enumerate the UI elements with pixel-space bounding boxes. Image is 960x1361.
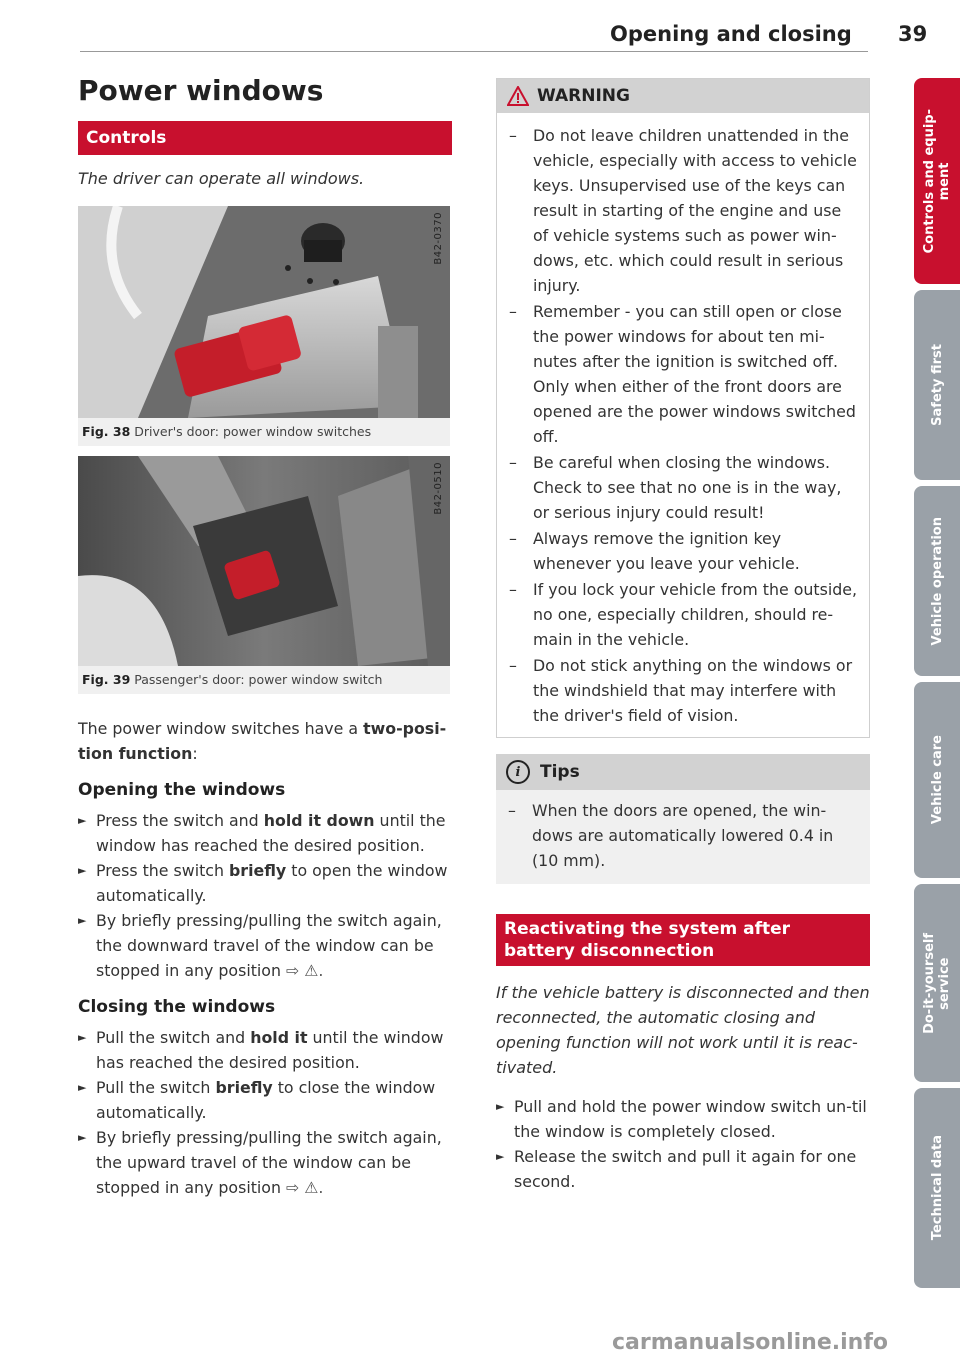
list-item: ► By briefly pressing/pulling the switch again, the downward travel of the window can be stopped in any position ⇨ ⚠.: [78, 908, 452, 983]
list-item: – Remember - you can still open or close the power windows for about ten mi-nutes after the ignition is switched off. Only when either of the front doors are opened are the power windows switched off.: [509, 302, 856, 446]
figure-label: Fig. 38: [82, 424, 131, 439]
intro-text: The driver can operate all windows.: [78, 169, 365, 188]
page-title: Power windows: [78, 74, 324, 107]
warning-triangle-icon: [507, 86, 529, 106]
list-item: – Do not stick anything on the windows or the windshield that may interfere with the driver's field of vision.: [509, 656, 853, 725]
list-item: – Do not leave children unattended in the vehicle, especially with access to vehicle keys. Unsupervised use of the keys can result in starting of the engine and use of vehicle systems such as power win-dows, etc. which could result in serious injury.: [509, 126, 857, 295]
tab-vehicle-operation[interactable]: Vehicle operation: [914, 486, 960, 676]
page-number: 39: [898, 22, 928, 46]
bullet-arrow-icon: ►: [496, 1100, 505, 1113]
closing-heading: Closing the windows: [78, 997, 276, 1017]
tab-do-it-yourself-service[interactable]: Do-it-yourself service: [914, 884, 960, 1082]
watermark: carmanualsonline.info: [612, 1330, 888, 1355]
tab-safety-first[interactable]: Safety first: [914, 290, 960, 480]
list-item: ► Press the switch and hold it down until the window has reached the desired position.: [78, 808, 452, 858]
figure-passenger-door: [78, 456, 450, 666]
list-item: ► Pull and hold the power window switch un-til the window is completely closed.: [496, 1094, 870, 1144]
opening-heading: Opening the windows: [78, 780, 286, 800]
list-item: ► Press the switch briefly to open the window automatically.: [78, 858, 452, 908]
chapter-tabs: [914, 78, 960, 1294]
tab-vehicle-care[interactable]: Vehicle care: [914, 682, 960, 878]
tips-box: [496, 754, 870, 884]
tips-list: [506, 798, 860, 873]
figure-caption-38: [78, 418, 450, 446]
passenger-door-illustration: [78, 456, 450, 666]
figure-caption-text: Passenger's door: power window switch: [134, 672, 383, 687]
left-column: [78, 74, 452, 1200]
warning-header: [497, 79, 869, 113]
bullet-arrow-icon: ►: [496, 1150, 505, 1163]
tab-technical-data[interactable]: Technical data: [914, 1088, 960, 1288]
figure-code: B42-0370: [433, 212, 444, 265]
bullet-arrow-icon: ►: [78, 1131, 87, 1144]
closing-steps: [78, 1025, 452, 1200]
list-item: – When the doors are opened, the win-dows are automatically lowered 0.4 in (10 mm).: [508, 801, 834, 870]
info-icon: i: [506, 760, 530, 784]
list-item: ► Release the switch and pull it again for one second.: [496, 1144, 870, 1194]
driver-door-illustration: [78, 206, 450, 418]
tips-title: Tips: [540, 762, 580, 782]
bullet-arrow-icon: ►: [78, 1081, 87, 1094]
figure-label: Fig. 39: [82, 672, 131, 687]
reactivate-intro: If the vehicle battery is disconnected and then reconnected, the automatic closing and opening function will not work until it is reac-tivated.: [496, 983, 870, 1077]
list-item: – Be careful when closing the windows. Check to see that no one is in the way, or serious injury could result!: [509, 453, 842, 522]
warning-reference-link[interactable]: ⇨ ⚠.: [286, 1178, 324, 1197]
running-title: Opening and closing: [610, 22, 852, 46]
list-item: – Always remove the ignition key whenever you leave your vehicle.: [509, 529, 800, 573]
tips-header: [496, 754, 870, 790]
list-item: ► By briefly pressing/pulling the switch again, the upward travel of the window can be stopped in any position ⇨ ⚠.: [78, 1125, 452, 1200]
right-column: [496, 78, 870, 1194]
figure-caption-39: [78, 666, 450, 694]
warning-box: [496, 78, 870, 738]
warning-body: [497, 113, 869, 737]
warning-title: WARNING: [537, 86, 630, 106]
warning-list: [507, 123, 859, 728]
bullet-arrow-icon: ►: [78, 914, 87, 927]
warning-reference-link[interactable]: ⇨ ⚠.: [286, 961, 324, 980]
bullet-arrow-icon: ►: [78, 1031, 87, 1044]
list-item: – If you lock your vehicle from the outside, no one, especially children, should re-main in the vehicle.: [509, 580, 858, 649]
header-rule: [80, 51, 868, 52]
bullet-arrow-icon: ►: [78, 814, 87, 827]
two-position-paragraph: The power window switches have a two-posi-tion function:: [78, 719, 447, 763]
figure-code: B42-0510: [433, 462, 444, 515]
section-heading-controls: Controls: [78, 121, 452, 155]
tips-body: [496, 790, 870, 884]
figure-caption-text: Driver's door: power window switches: [134, 424, 372, 439]
figure-driver-door: [78, 206, 450, 418]
section-heading-reactivating: Reactivating the system after battery disconnection: [496, 914, 870, 966]
reactivate-steps: [496, 1094, 870, 1194]
list-item: ► Pull the switch briefly to close the window automatically.: [78, 1075, 452, 1125]
opening-steps: [78, 808, 452, 983]
list-item: ► Pull the switch and hold it until the window has reached the desired position.: [78, 1025, 452, 1075]
bullet-arrow-icon: ►: [78, 864, 87, 877]
tab-controls-and-equipment[interactable]: Controls and equip- ment: [914, 78, 960, 284]
